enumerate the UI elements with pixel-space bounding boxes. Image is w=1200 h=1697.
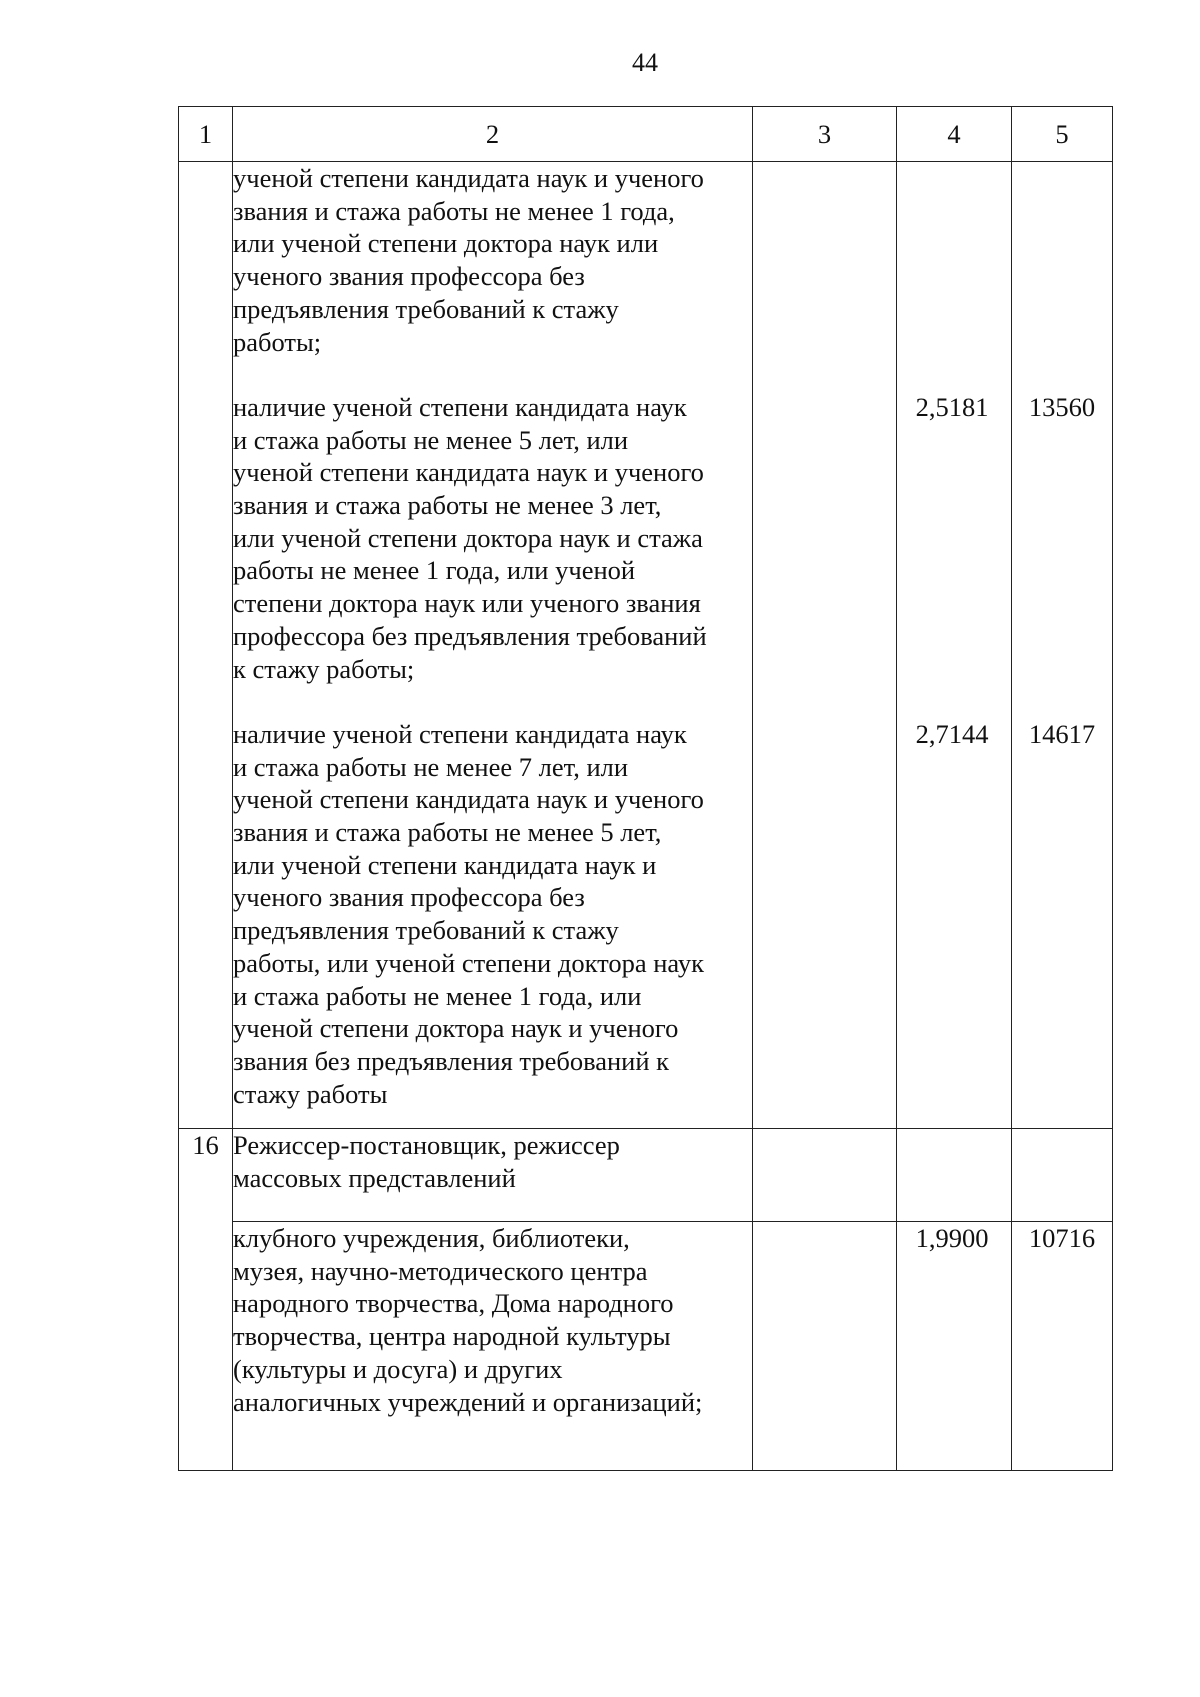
coefficient-value: 2,7144 <box>915 718 989 749</box>
col3-empty-cell <box>753 1129 897 1222</box>
header-cell-1: 1 <box>179 107 233 162</box>
coefficient-value: 2,5181 <box>915 392 989 422</box>
coefficient-cell <box>897 162 1012 1129</box>
qualification-cell <box>233 162 753 1129</box>
col3-empty-cell <box>753 162 897 1129</box>
page-number: 44 <box>632 48 658 77</box>
position-title-cell <box>233 1129 753 1222</box>
coefficient-value: 1,9900 <box>915 1223 989 1253</box>
amount-cell <box>1012 162 1113 1129</box>
position-title: Режиссер-постановщик, режиссер массовых представлений <box>233 1130 620 1193</box>
header-cell-5: 5 <box>1012 107 1113 162</box>
qualification-paragraph: ученой степени кандидата наук и ученого звания и стажа работы не менее 1 года, или ученой степени доктора наук или ученого звания профессора без предъявления требований к стажу работы; <box>233 163 704 357</box>
table-row-16 <box>179 1129 1113 1222</box>
table-header-row <box>179 107 1113 162</box>
institution-cell <box>233 1222 753 1471</box>
col4-empty-cell <box>897 1129 1012 1222</box>
row-index-16: 16 <box>179 1129 233 1471</box>
salary-table <box>178 106 1113 1471</box>
row-index-empty <box>179 162 233 1129</box>
qualification-paragraph: наличие ученой степени кандидата наук и стажа работы не менее 5 лет, или ученой степени кандидата наук и ученого звания и стажа работы не менее 3 лет, или ученой степени доктора наук и стажа работы не менее 1 года, или ученой степени доктора наук или ученого звания профессора без предъявления требований к стажу работы; <box>233 391 707 684</box>
col3-empty-cell <box>753 1222 897 1471</box>
coefficient-cell <box>897 1222 1012 1471</box>
header-cell-2: 2 <box>233 107 753 162</box>
amount-value: 14617 <box>1028 718 1096 749</box>
header-cell-4: 4 <box>897 107 1012 162</box>
amount-value: 13560 <box>1028 392 1096 422</box>
table-row-16-sub <box>179 1222 1113 1471</box>
qualification-paragraph: наличие ученой степени кандидата наук и стажа работы не менее 7 лет, или ученой степени кандидата наук и ученого звания и стажа работы не менее 5 лет, или ученой степени кандидата наук и ученого звания профессора без предъявления требований к стажу работы, или ученой степени доктора наук и стажа работы не менее 1 года, или ученой степени доктора наук и ученого звания без предъявления требований к стажу работы <box>233 718 704 1109</box>
table-row-continuation <box>179 162 1113 1129</box>
amount-value: 10716 <box>1028 1223 1096 1253</box>
col5-empty-cell <box>1012 1129 1113 1222</box>
amount-cell <box>1012 1222 1113 1471</box>
institution-text: клубного учреждения, библиотеки, музея, научно-методического центра народного творчества, Дома народного творчества, центра народной культуры (культуры и досуга) и других аналогичных учреждений и организаций; <box>233 1223 703 1417</box>
header-cell-3: 3 <box>753 107 897 162</box>
